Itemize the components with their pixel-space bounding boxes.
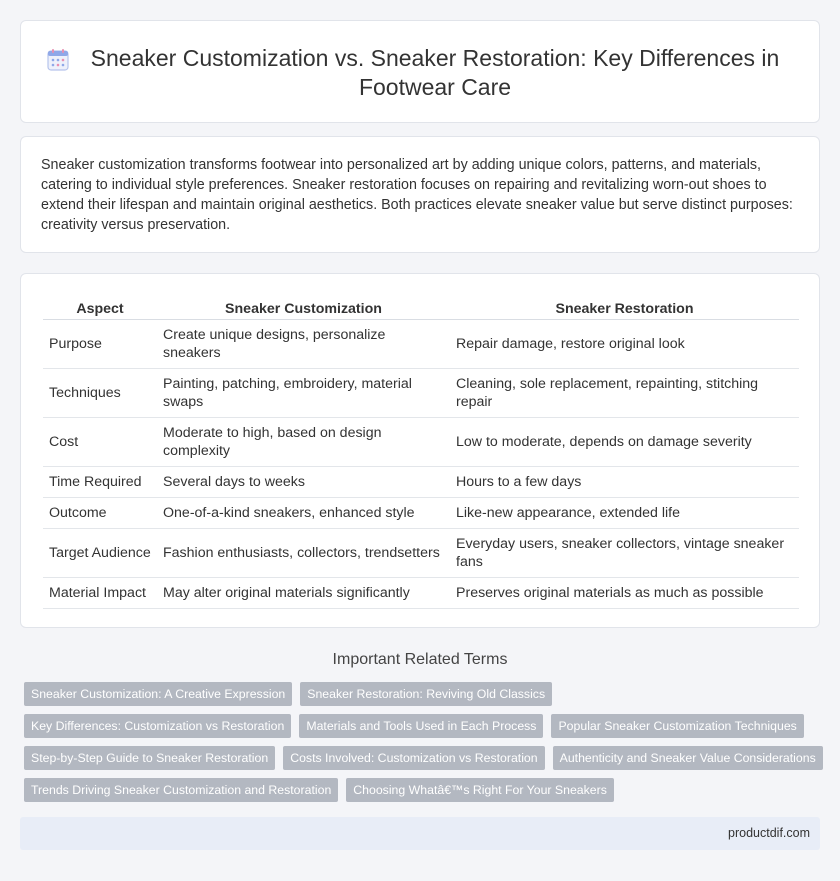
header-customization: Sneaker Customization <box>157 296 450 320</box>
table-row <box>43 320 799 369</box>
related-term-tag[interactable]: Costs Involved: Customization vs Restoration <box>283 746 544 770</box>
row-restoration: Repair damage, restore original look <box>450 320 799 369</box>
row-restoration: Preserves original materials as much as possible <box>450 578 799 609</box>
comparison-table <box>43 296 799 609</box>
row-customization: Painting, patching, embroidery, material swaps <box>157 369 450 418</box>
table-header-row <box>43 296 799 320</box>
row-aspect: Purpose <box>43 320 157 369</box>
row-customization: Moderate to high, based on design complexity <box>157 418 450 467</box>
related-term-tag[interactable]: Trends Driving Sneaker Customization and Restoration <box>24 778 338 802</box>
row-customization: Several days to weeks <box>157 467 450 498</box>
row-restoration: Cleaning, sole replacement, repainting, stitching repair <box>450 369 799 418</box>
row-aspect: Material Impact <box>43 578 157 609</box>
table-row <box>43 498 799 529</box>
footer-site-link[interactable]: productdif.com <box>728 826 810 840</box>
row-restoration: Like-new appearance, extended life <box>450 498 799 529</box>
related-term-tag[interactable]: Key Differences: Customization vs Restoration <box>24 714 291 738</box>
row-aspect: Time Required <box>43 467 157 498</box>
row-customization: May alter original materials significantly <box>157 578 450 609</box>
related-term-tag[interactable]: Materials and Tools Used in Each Process <box>299 714 543 738</box>
table-row <box>43 529 799 578</box>
related-term-tag[interactable]: Step-by-Step Guide to Sneaker Restoration <box>24 746 275 770</box>
row-aspect: Cost <box>43 418 157 467</box>
row-restoration: Hours to a few days <box>450 467 799 498</box>
intro-paragraph: Sneaker customization transforms footwear into personalized art by adding unique colors, patterns, and materials, catering to individual style preferences. Sneaker restoration focuses on repairing and revitalizing worn-out shoes to extend their lifespan and maintain original aesthetics. Both practices elevate sneaker value but serve distinct purposes: creativity versus preservation. <box>41 157 793 233</box>
row-customization: Create unique designs, personalize sneakers <box>157 320 450 369</box>
row-aspect: Outcome <box>43 498 157 529</box>
row-restoration: Low to moderate, depends on damage severity <box>450 418 799 467</box>
intro-card <box>20 136 820 253</box>
table-row <box>43 578 799 609</box>
header-restoration: Sneaker Restoration <box>450 296 799 320</box>
comparison-card <box>20 273 820 628</box>
row-customization: Fashion enthusiasts, collectors, trendsetters <box>157 529 450 578</box>
header-aspect: Aspect <box>43 296 157 320</box>
footer-bar <box>20 817 820 850</box>
related-terms-list <box>24 682 824 802</box>
row-aspect: Target Audience <box>43 529 157 578</box>
related-term-tag[interactable]: Choosing Whatâ€™s Right For Your Sneakers <box>346 778 614 802</box>
header-card <box>20 20 820 123</box>
related-term-tag[interactable]: Sneaker Restoration: Reviving Old Classics <box>300 682 552 706</box>
related-term-tag[interactable]: Sneaker Customization: A Creative Expression <box>24 682 292 706</box>
row-restoration: Everyday users, sneaker collectors, vintage sneaker fans <box>450 529 799 578</box>
row-aspect: Techniques <box>43 369 157 418</box>
table-row <box>43 467 799 498</box>
related-term-tag[interactable]: Authenticity and Sneaker Value Considerations <box>553 746 823 770</box>
table-row <box>43 369 799 418</box>
row-customization: One-of-a-kind sneakers, enhanced style <box>157 498 450 529</box>
page-title: Sneaker Customization vs. Sneaker Restoration: Key Differences in Footwear Care <box>90 44 780 100</box>
table-row <box>43 418 799 467</box>
related-term-tag[interactable]: Popular Sneaker Customization Techniques <box>551 714 803 738</box>
related-terms-heading: Important Related Terms <box>332 651 508 668</box>
